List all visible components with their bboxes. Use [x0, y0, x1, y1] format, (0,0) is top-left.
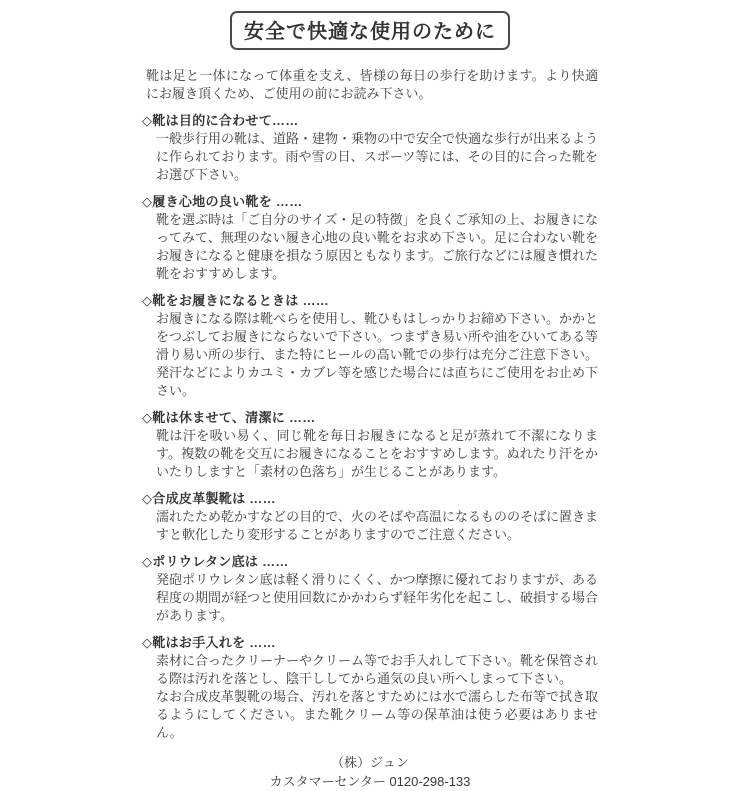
section-body: 靴は汗を吸い易く、同じ靴を毎日お履きになると足が蒸れて不潔になります。複数の靴を交互にお履きになることをおすすめします。ぬれたり汗をかいたりしますと「素材の色落ち」が生じることがあります。 — [156, 428, 598, 479]
section-comfort — [142, 193, 598, 283]
section-heading: ◇合成皮革製靴は …… — [142, 491, 276, 506]
section-rest-clean — [142, 409, 598, 481]
section-body: 濡れたため乾かすなどの目的で、火のそばや高温になるもののそばに置きますと軟化したり変形することがありますのでご注意ください。 — [156, 509, 598, 542]
document-content — [142, 67, 598, 742]
section-body: お履きになる際は靴べらを使用し、靴ひもはしっかりお締め下さい。かかとをつぶしてお履きにならないで下さい。つまずき易い所や油をひいてある等滑り易い所の歩行、また特にヒールの高い靴での歩行は充分ご注意下さい。発汗などによりカユミ・カブレ等を感じた場合には直ちにご使用をお止め下さい。 — [156, 311, 599, 398]
section-heading: ◇ポリウレタン底は …… — [142, 554, 289, 569]
footer-company: （株）ジュン — [331, 755, 409, 770]
section-heading: ◇履き心地の良い靴を …… — [142, 194, 303, 209]
section-heading: ◇靴は休ませて、清潔に …… — [142, 410, 316, 425]
section-body: 発砲ポリウレタン底は軽く滑りにくく、かつ摩擦に優れておりますが、ある程度の期間が経つと使用回数にかかわらず経年劣化を起こし、破損する場合があります。 — [156, 572, 599, 623]
section-body: 靴を選ぶ時は「ご自分のサイズ・足の特徴」を良くご承知の上、お履きになってみて、無理のない履き心地の良い靴をお求め下さい。足に合わない靴をお履きになると健康を損なう原因ともなります。ご旅行などには履き慣れた靴をおすすめします。 — [156, 212, 598, 281]
section-body: 一般歩行用の靴は、道路・建物・乗物の中で安全で快適な歩行が出来るように作られております。雨や雪の日、スポーツ等には、その目的に合った靴をお選び下さい。 — [156, 131, 599, 182]
section-heading: ◇靴は目的に合わせて…… — [142, 113, 299, 128]
intro-paragraph: 靴は足と一体になって体重を支え、皆様の毎日の歩行を助けます。より快適にお履き頂くため、ご使用の前にお読み下さい。 — [146, 68, 598, 101]
section-purpose — [142, 112, 598, 184]
section-heading: ◇靴はお手入れを …… — [142, 635, 276, 650]
section-care — [142, 634, 598, 742]
section-polyurethane-sole — [142, 553, 598, 625]
page-title-text: 安全で快適な使用のために — [244, 21, 496, 43]
page-title — [230, 11, 510, 50]
footer — [0, 753, 740, 791]
section-wearing — [142, 292, 598, 400]
section-synthetic-leather — [142, 490, 598, 544]
section-body: なお合成皮革製靴の場合、汚れを落とすためには水で濡らした布等で拭き取るようにしてください。また靴クリーム等の保革油は使う必要はありません。 — [156, 689, 599, 740]
section-body: 素材に合ったクリーナーやクリーム等でお手入れして下さい。靴を保管される際は汚れを落とし、陰干ししてから通気の良い所へしまって下さい。 — [156, 653, 599, 686]
footer-customer-center: カスタマーセンター 0120-298-133 — [269, 774, 471, 789]
section-heading: ◇靴をお履きになるときは …… — [142, 293, 330, 308]
